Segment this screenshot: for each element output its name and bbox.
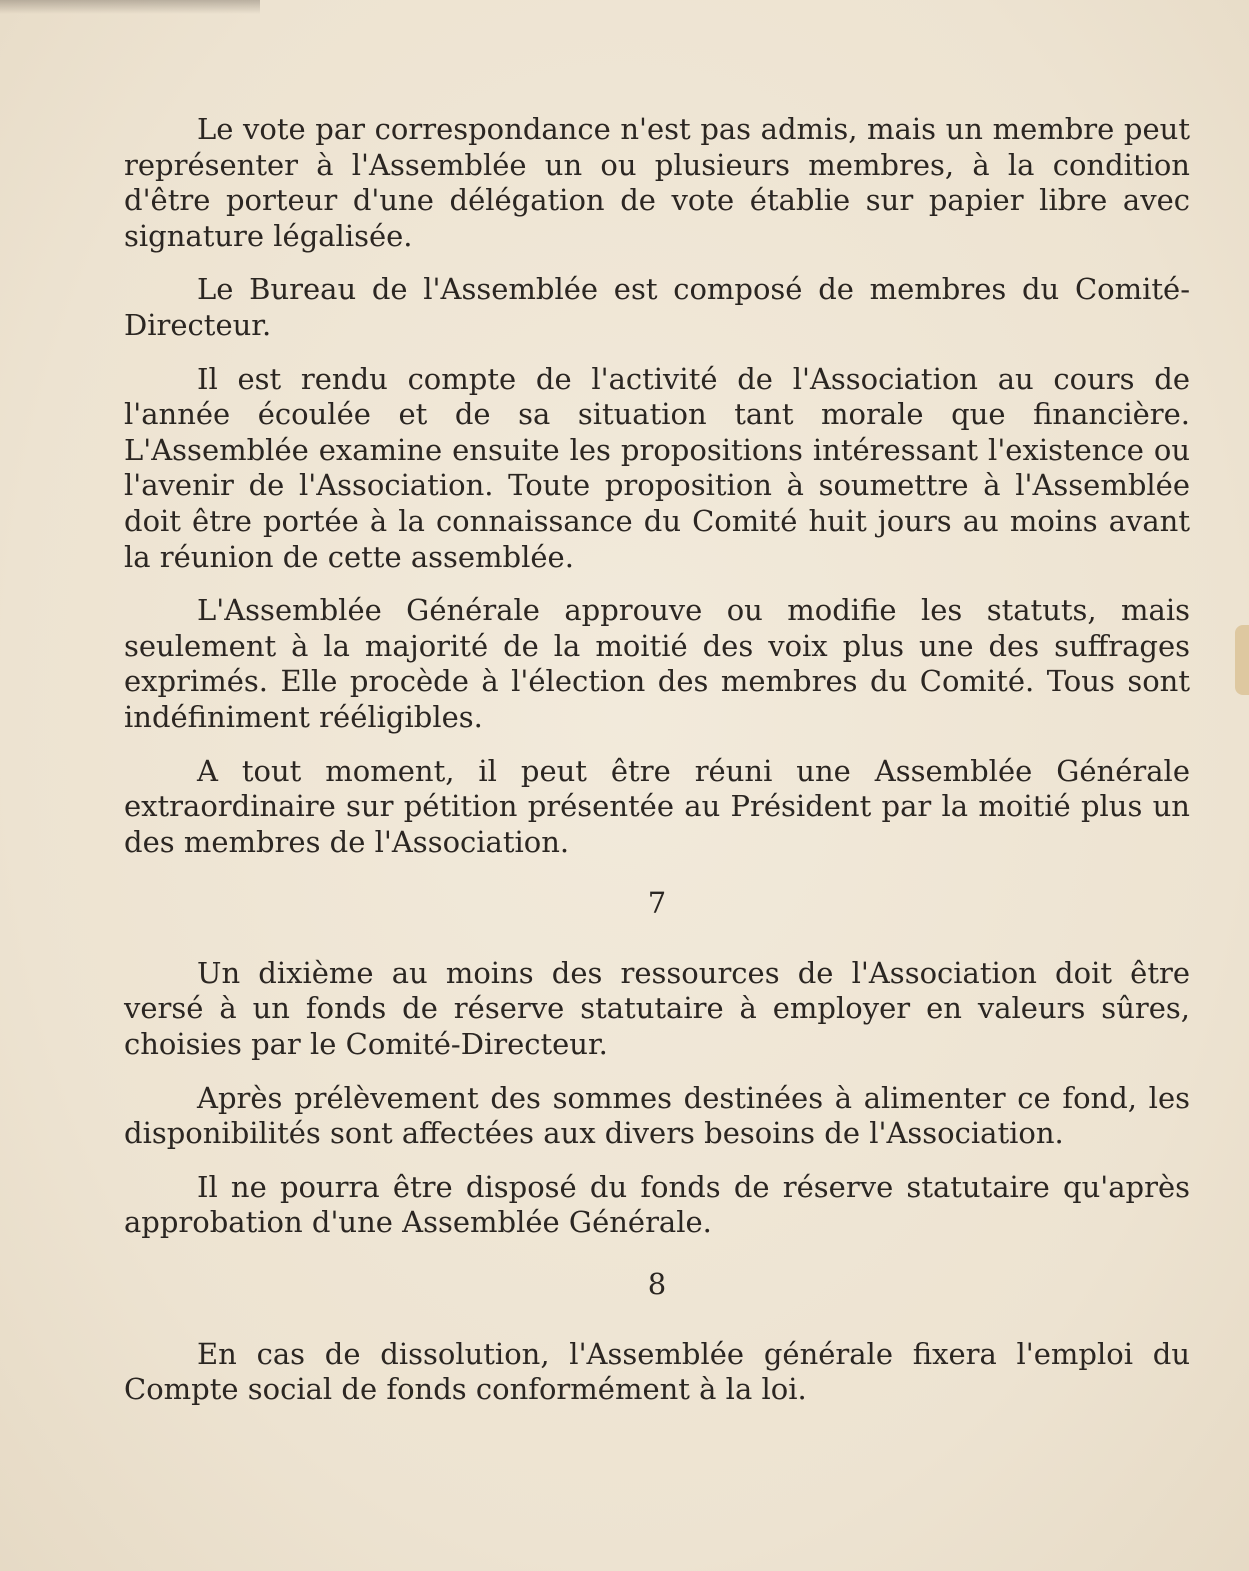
paragraph-extraordinaire: A tout moment, il peut être réuni une Assemblée Générale extraordinaire sur pétition présentée au Président par la moitié plus un des membres de l'Association. [124, 753, 1190, 859]
paragraph-reserve: Un dixième au moins des ressources de l'Association doit être versé à un fonds de réserve statutaire à employer en valeurs sûres, choisies par le Comité-Directeur. [124, 955, 1190, 1062]
paper-stain [1235, 625, 1249, 695]
paragraph-bureau: Le Bureau de l'Assemblée est composé de membres du Comité-Directeur. [124, 272, 1190, 342]
paragraph-statuts: L'Assemblée Générale approuve ou modifie les statuts, mais seulement à la majorité de la moitié des voix plus une des suffrages exprimés. Elle procède à l'élection des membres du Comité. Tous sont indéfiniment rééligibles. [124, 593, 1190, 734]
body-text [124, 112, 1190, 1426]
section-number-7: 7 [647, 886, 667, 921]
paragraph-disposition: Il ne pourra être disposé du fonds de réserve statutaire qu'après approbation d'une Assemblée Générale. [124, 1169, 1190, 1240]
paragraph-prelevement: Après prélèvement des sommes destinées à alimenter ce fond, les disponibilités sont affectées aux divers besoins de l'Association. [124, 1080, 1190, 1151]
paragraph-dissolution: En cas de dissolution, l'Assemblée générale fixera l'emploi du Compte social de fonds conformément à la loi. [124, 1336, 1190, 1407]
paragraph-vote: Le vote par correspondance n'est pas admis, mais un membre peut représenter à l'Assemblée un ou plusieurs membres, à la condition d'être porteur d'une délégation de vote établie sur papier libre avec signature légalisée. [124, 112, 1190, 253]
section-number-8: 8 [647, 1267, 667, 1302]
page-edge-shadow [0, 0, 260, 14]
paragraph-compte-rendu: Il est rendu compte de l'activité de l'Association au cours de l'année écoulée et de sa situation tant morale que financière. L'Assemblée examine ensuite les propositions intéressant l'existence ou l'avenir de l'Association. Toute proposition à soumettre à l'Assemblée doit être portée à la connaissance du Comité huit jours au moins avant la réunion de cette assemblée. [124, 361, 1190, 574]
